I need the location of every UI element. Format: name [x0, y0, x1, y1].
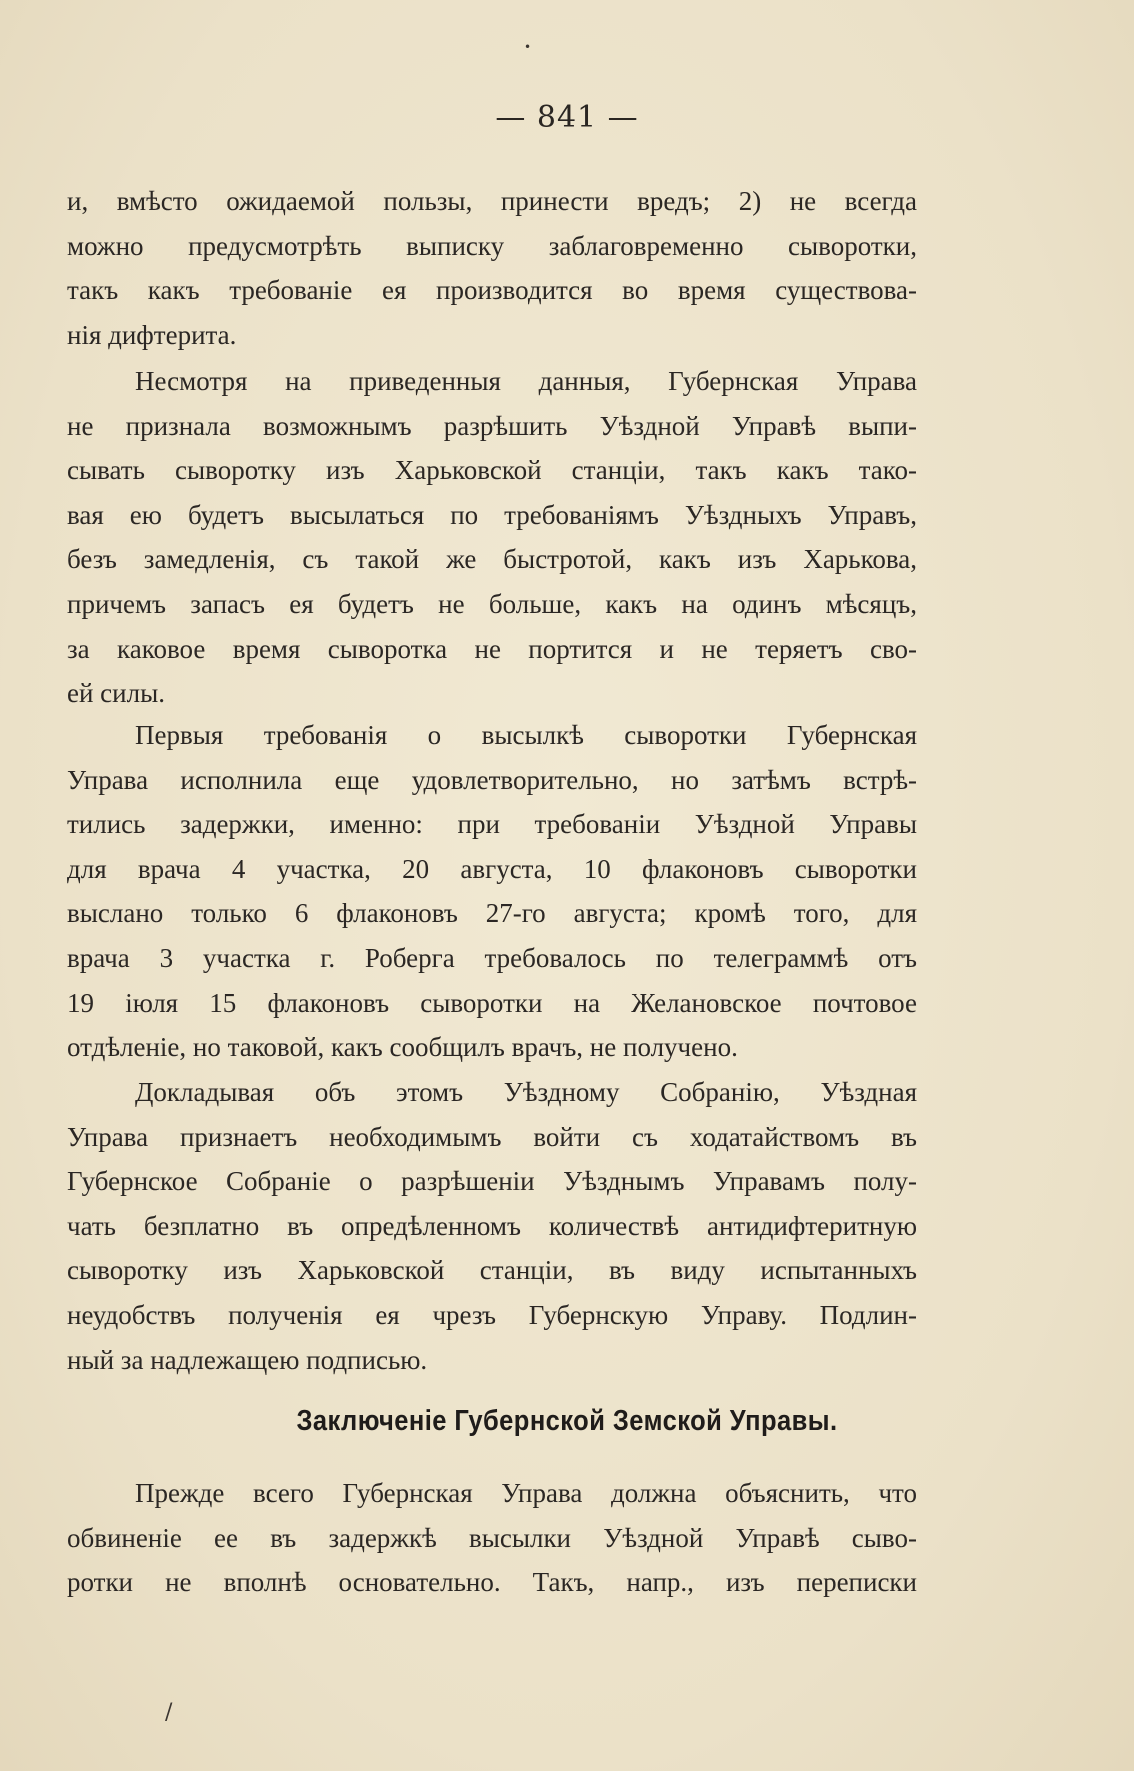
text-line: такъ какъ требованіе ея производится во время существова- — [67, 275, 917, 306]
text-line: для врача 4 участка, 20 августа, 10 флаконовъ сыворотки — [67, 853, 917, 884]
paragraph-3 — [67, 713, 917, 1070]
ink-speck: • — [524, 40, 532, 54]
text-line: Докладывая объ этомъ Уѣздному Собранію, Уѣздная — [135, 1077, 917, 1107]
text-line: можно предусмотрѣть выписку заблаговременно сыворотки, — [67, 230, 917, 261]
text-line: за каковое время сыворотка не портится и не теряетъ сво- — [67, 633, 917, 664]
section-heading: Заключеніе Губернской Земской Управы. — [296, 1405, 838, 1437]
text-line: выслано только 6 флаконовъ 27-го августа; кромѣ того, для — [67, 898, 917, 929]
paragraph-4 — [67, 1070, 917, 1382]
text-line: вая ею будетъ высылаться по требованіямъ Уѣздныхъ Управъ, — [67, 499, 917, 530]
text-line: Первыя требованія о высылкѣ сыворотки Губернская — [135, 720, 917, 750]
text-line: обвиненіе ее въ задержкѣ высылки Уѣздной Управѣ сыво- — [67, 1522, 917, 1553]
text-line: 19 іюля 15 флаконовъ сыворотки на Желановское почтовое — [67, 987, 917, 1018]
text-line: врача 3 участка г. Роберга требовалось по телеграммѣ отъ — [67, 942, 917, 973]
text-line: Губернское Собраніе о разрѣшеніи Уѣзднымъ Управамъ полу- — [67, 1166, 917, 1197]
text-line: не признала возможнымъ разрѣшить Уѣздной Управѣ выпи- — [67, 410, 917, 441]
text-line: Прежде всего Губернская Управа должна объяснить, что — [135, 1478, 917, 1508]
text-line: Управа признаетъ необходимымъ войти съ ходатайствомъ въ — [67, 1121, 917, 1152]
text-line: и, вмѣсто ожидаемой пользы, принести вредъ; 2) не всегда — [67, 186, 917, 216]
text-line: Управа исполнила еще удовлетворительно, но затѣмъ встрѣ- — [67, 764, 917, 795]
text-line: сывать сыворотку изъ Харьковской станціи, такъ какъ тако- — [67, 455, 917, 486]
text-line: тились задержки, именно: при требованіи Уѣздной Управы — [67, 809, 917, 840]
paragraph-1 — [67, 179, 917, 357]
text-line: чать безплатно въ опредѣленномъ количествѣ антидифтеритную — [67, 1210, 917, 1241]
text-line: ей силы. — [67, 678, 165, 709]
text-line: отдѣленіе, но таковой, какъ сообщилъ врачъ, не получено. — [67, 1032, 738, 1063]
pencil-mark: / — [165, 1700, 173, 1725]
text-line: ный за надлежащею подписью. — [67, 1344, 428, 1375]
page-number: — 841 — — [495, 100, 639, 135]
text-line: ротки не вполнѣ основательно. Такъ, напр., изъ переписки — [67, 1567, 917, 1598]
text-line: сыворотку изъ Харьковской станціи, въ виду испытанныхъ — [67, 1255, 917, 1286]
paragraph-2 — [67, 359, 917, 716]
text-line: безъ замедленія, съ такой же быстротой, какъ изъ Харькова, — [67, 544, 917, 575]
text-line: нія дифтерита. — [67, 319, 237, 350]
paragraph-closing — [67, 1471, 917, 1605]
text-line: причемъ запасъ ея будетъ не больше, какъ на одинъ мѣсяцъ, — [67, 588, 917, 619]
text-line: Несмотря на приведенныя данныя, Губернская Управа — [135, 366, 917, 396]
text-line: неудобствъ полученія ея чрезъ Губернскую Управу. Подлин- — [67, 1299, 917, 1330]
